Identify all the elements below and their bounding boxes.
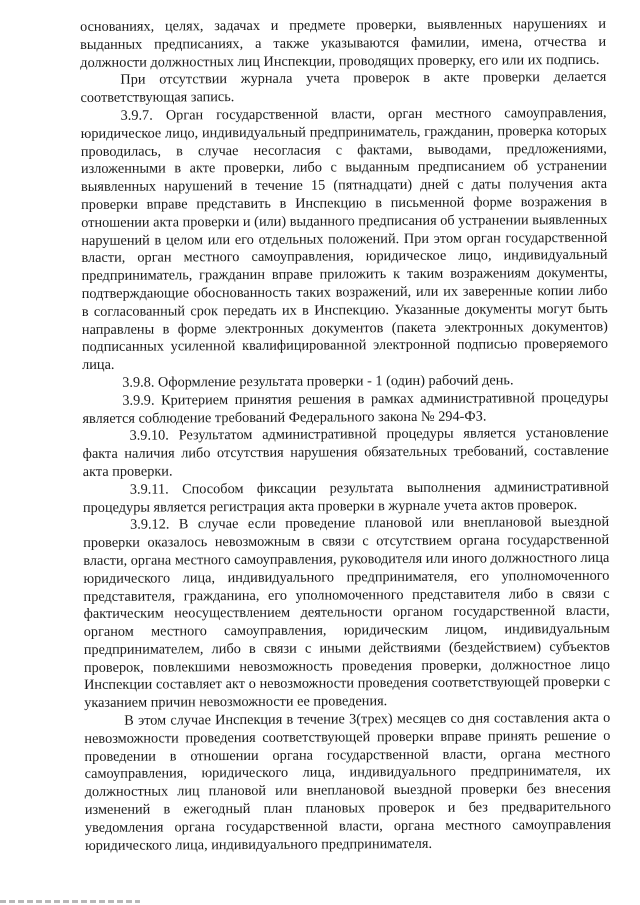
paragraph-inspection-record-continued: основаниях, целях, задачах и предмете проверки, выявленных нарушениях и выданных предписаниях, а также указываются фамилии, имена, отчества и должности должностных лиц Инспекции, проводящих проверку, его или их подпись. (80, 15, 607, 71)
paragraph-3-9-9-criterion: 3.9.9. Критерием принятия решения в рамках административной процедуры является соблюдение требований Федерального закона № 294-ФЗ. (82, 389, 609, 427)
paragraph-3-9-12-impossibility: 3.9.12. В случае если проведение плановой или внеплановой выездной проверки оказалось невозможным в связи с отсутствием органа государственной власти, органа местного самоуправления, руководителя или иного должностного лица юридического лица, индивидуального предпринимателя, его уполномоченного представителя, гражданина, его уполномоченного представителя либо в связи с фактическим неосуществлением деятельности органом государственной власти, органом местного самоуправления, юридическим лицом, индивидуальным предпринимателем, либо в связи с иными действиями (бездействием) субъектов проверок, повлекшими невозможность проведения проверки, должностное лицо Инспекции составляет акт о невозможности проведения соответствующей проверки с указанием причин невозможности ее проведения. (83, 514, 611, 712)
scan-edge-artifact (0, 900, 140, 903)
paragraph-3-9-7-objections: 3.9.7. Орган государственной власти, орган местного самоуправления, юридическое лицо, индивидуальный предприниматель, гражданин, проверка которых проводилась, в случае несогласия с фактами, выводами, предложениями, изложенными в акте проверки, либо с выданным предписанием об устранении выявленных нарушений в течение 15 (пятнадцати) дней с даты получения акта проверки вправе представить в Инспекцию в письменной форме возражения в отношении акта проверки и (или) выданного предписания об устранении выявленных нарушений в целом или его отдельных положений. При этом орган государственной власти, орган местного самоуправления, юридическое лицо, индивидуальный предприниматель, гражданин вправе приложить к таким возражениям документы, подтверждающие обоснованность таких возражений, или их заверенные копии либо в согласованный срок передать их в Инспекцию. Указанные документы могут быть направлены в форме электронных документов (пакета электронных документов) подписанных усиленной квалифицированной электронной подписью проверяемого лица. (80, 104, 609, 374)
paragraph-3-9-10-result: 3.9.10. Результатом административной процедуры является установление факта наличия либо отсутствия нарушения обязательных требований, составление акта проверки. (82, 425, 609, 480)
paragraph-3-9-11-recording: 3.9.11. Способом фиксации результата выполнения административной процедуры является регистрация акта проверки в журнале учета актов проверок. (82, 478, 609, 516)
paragraph-repeat-inspection: В этом случае Инспекция в течение 3(трех) месяцев со дня составления акта о невозможности проведения соответствующей проверки вправе принять решение о проведении в отношении органа государственной власти, органа местного самоуправления, юридического лица, индивидуального предпринимателя, их должностных лиц плановой или внеплановой выездной проверки без внесения изменений в ежегодный план плановых проверок и без предварительного уведомления органа государственной власти, органа местного самоуправления юридического лица, индивидуального предпринимателя. (84, 709, 611, 854)
paragraph-3-9-8-duration: 3.9.8. Оформление результата проверки - 1 (один) рабочий день. (122, 372, 514, 391)
document-body (80, 16, 611, 856)
paragraph-no-journal: При отсутствии журнала учета проверок в акте проверки делается соответствующая запись. (80, 69, 607, 107)
